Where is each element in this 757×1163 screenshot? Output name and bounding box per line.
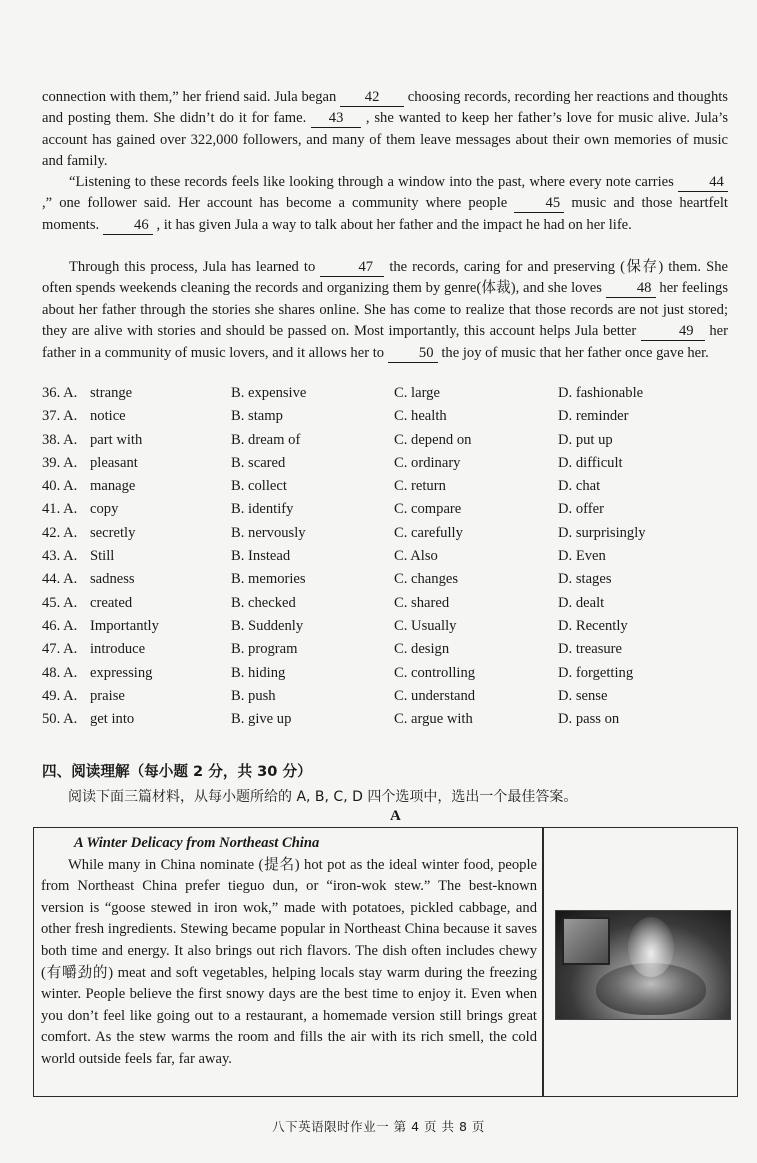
option-c: C. carefully	[394, 524, 463, 541]
question-number: 45. A.	[42, 594, 78, 611]
option-a: introduce	[90, 641, 146, 658]
page-footer: 八下英语限时作业一 第 4 页 共 8 页	[272, 1119, 485, 1134]
option-b: B. identify	[231, 501, 294, 518]
option-row	[42, 665, 742, 688]
option-row	[42, 432, 742, 455]
option-b: B. collect	[231, 478, 287, 495]
option-c: C. return	[394, 478, 446, 495]
paragraph-text: “Listening to these records feels like looking through a window into the past, where every note carries	[69, 174, 678, 190]
question-number: 48. A.	[42, 664, 78, 681]
option-a: strange	[90, 385, 133, 401]
paragraph-text: her father in a community of music lovers, and it allows her to	[42, 323, 728, 361]
paragraph-text: ,” one follower said. Her account has become a community where people	[42, 195, 515, 212]
option-b: B. Instead	[231, 548, 291, 565]
blank-44: 44	[678, 174, 728, 192]
paragraph-text: , she wanted to keep her father’s love for music alive. Jula’s account has gained over 322,000 followers, and many of them leave messages about their own memories of music and family.	[42, 110, 729, 170]
option-d: D. stages	[558, 571, 612, 588]
paragraph-text: , it has given Jula a way to talk about her father and the impact he had on her life.	[152, 216, 632, 233]
paragraph-text: the records, caring for and preserving (保存) them. She often spends weekends cleaning the records and organizing them by genre(体裁), and she loves	[42, 259, 728, 297]
option-d: D. put up	[558, 431, 613, 448]
option-row	[42, 385, 742, 408]
option-row	[42, 688, 742, 711]
question-number: 46. A.	[42, 617, 78, 634]
option-b: B. checked	[231, 594, 296, 611]
option-b: B. hiding	[231, 664, 286, 681]
question-number: 41. A.	[42, 501, 78, 518]
option-c: C. ordinary	[394, 454, 461, 471]
option-a: manage	[90, 478, 136, 495]
question-number: 44. A.	[42, 571, 78, 588]
option-row	[42, 408, 742, 431]
option-d: D. sense	[558, 687, 608, 704]
option-c: C. depend on	[394, 431, 472, 448]
question-number: 43. A.	[42, 548, 78, 565]
option-a: pleasant	[90, 454, 138, 471]
paragraph-text: Through this process, Jula has learned to	[69, 259, 321, 275]
option-b: B. expensive	[231, 385, 307, 401]
option-row	[42, 455, 742, 478]
option-b: B. Suddenly	[231, 617, 304, 634]
option-d: D. reminder	[558, 408, 629, 425]
blank-43: 43	[311, 110, 361, 128]
option-a: secretly	[90, 524, 136, 541]
option-b: B. scared	[231, 454, 286, 471]
option-d: D. Recently	[558, 617, 628, 634]
blank-49: 49	[641, 323, 705, 341]
passage-label: A	[390, 808, 401, 824]
option-d: D. forgetting	[558, 664, 634, 681]
article-body: While many in China nominate (提名) hot pot as the ideal winter food, people from Northeast China prefer tieguo dun, or “iron-wok stew.” The best-known version is “goose stewed in iron wok,” made with potatoes, pickled cabbage, and other fresh ingredients. Stewing became popular in Northeast China because it saves both time and energy. It also brings out rich flavors. The dish often includes chewy (有嚼劲的) meat and soft vegetables, helping locals stay warm during the freezing winter. People believe the first snowy days are the best time to enjoy it. Even when you don’t feel like going out to a restaurant, a homemade version still brings great comfort. As the stew warms the room and fills the air with its rich smell, the cold world outside feels far, far away.	[41, 856, 537, 1067]
steam-shape	[628, 917, 674, 977]
cloze-paragraph-2	[42, 172, 728, 236]
option-c: C. Also	[394, 548, 438, 565]
reading-passage-box	[33, 827, 738, 1097]
option-row	[42, 501, 742, 524]
question-number: 37. A.	[42, 408, 78, 425]
question-number: 40. A.	[42, 478, 78, 495]
option-c: C. large	[394, 385, 440, 401]
question-number: 36. A.	[42, 385, 78, 401]
article-title: A Winter Delicacy from Northeast China	[74, 835, 320, 851]
option-a: sadness	[90, 571, 135, 588]
option-c: C. understand	[394, 687, 476, 704]
blank-50: 50	[388, 345, 438, 363]
option-a: Still	[90, 548, 115, 565]
option-b: B. memories	[231, 571, 306, 588]
paragraph-text: music and those heartfelt moments.	[42, 195, 728, 233]
option-b: B. program	[231, 641, 298, 658]
section-instruction: 阅读下面三篇材料，从每小题所给的 A, B, C, D 四个选项中，选出一个最佳答案。	[68, 789, 578, 805]
option-d: D. fashionable	[558, 385, 644, 401]
option-d: D. surprisingly	[558, 524, 646, 541]
blank-42: 42	[340, 89, 404, 107]
column-divider	[542, 828, 544, 1096]
option-row	[42, 618, 742, 641]
paragraph-text: the joy of music that her father once gave her.	[437, 344, 709, 361]
option-a: praise	[90, 687, 125, 704]
blank-47: 47	[320, 259, 384, 277]
option-c: C. argue with	[394, 711, 473, 728]
option-a: copy	[90, 501, 119, 518]
option-d: D. dealt	[558, 594, 605, 611]
option-a: created	[90, 594, 133, 611]
window-shape	[562, 917, 610, 965]
option-b: B. nervously	[231, 524, 306, 541]
option-d: D. treasure	[558, 641, 623, 658]
option-b: B. stamp	[231, 408, 283, 425]
question-number: 50. A.	[42, 711, 78, 728]
option-d: D. chat	[558, 478, 601, 495]
option-c: C. shared	[394, 594, 450, 611]
option-b: B. give up	[231, 711, 292, 728]
option-d: D. Even	[558, 548, 606, 565]
option-row	[42, 548, 742, 571]
option-d: D. difficult	[558, 454, 623, 471]
option-row	[42, 641, 742, 664]
stew-photo	[555, 910, 731, 1020]
question-number: 49. A.	[42, 687, 78, 704]
option-a: get into	[90, 711, 135, 728]
option-a: part with	[90, 431, 143, 448]
options-list	[42, 385, 742, 734]
paragraph-text: choosing records, recording her reactions and thoughts and posting them. She didn’t do it for fame.	[42, 89, 728, 127]
option-c: C. health	[394, 408, 447, 425]
option-c: C. controlling	[394, 664, 476, 681]
passage-text-cell	[41, 833, 537, 1071]
option-b: B. dream of	[231, 431, 301, 448]
option-d: D. pass on	[558, 711, 620, 728]
paragraph-text: her feelings about her father through the stories she shares online. She has come to realize that those records are not just stored; they are alive with stories and should be passed on. Most importantly, this account helps Jula better	[42, 280, 728, 340]
option-row	[42, 595, 742, 618]
section-title: 四、阅读理解（每小题 2 分，共 30 分）	[42, 763, 312, 780]
option-a: Importantly	[90, 617, 159, 634]
option-c: C. design	[394, 641, 450, 658]
option-a: notice	[90, 408, 126, 425]
option-b: B. push	[231, 687, 276, 704]
option-row	[42, 478, 742, 501]
question-number: 47. A.	[42, 641, 78, 658]
question-number: 39. A.	[42, 454, 78, 471]
option-a: expressing	[90, 664, 153, 681]
question-number: 42. A.	[42, 524, 78, 541]
cloze-paragraph-1	[42, 87, 728, 173]
option-row	[42, 711, 742, 734]
blank-48: 48	[606, 280, 656, 298]
option-row	[42, 571, 742, 594]
option-d: D. offer	[558, 501, 604, 518]
option-c: C. Usually	[394, 617, 457, 634]
paragraph-text: connection with them,” her friend said. Jula began	[42, 89, 341, 105]
cloze-paragraph-3	[42, 257, 728, 364]
blank-46: 46	[103, 217, 153, 235]
blank-45: 45	[514, 195, 564, 213]
option-row	[42, 525, 742, 548]
option-c: C. changes	[394, 571, 459, 588]
option-c: C. compare	[394, 501, 462, 518]
question-number: 38. A.	[42, 431, 78, 448]
